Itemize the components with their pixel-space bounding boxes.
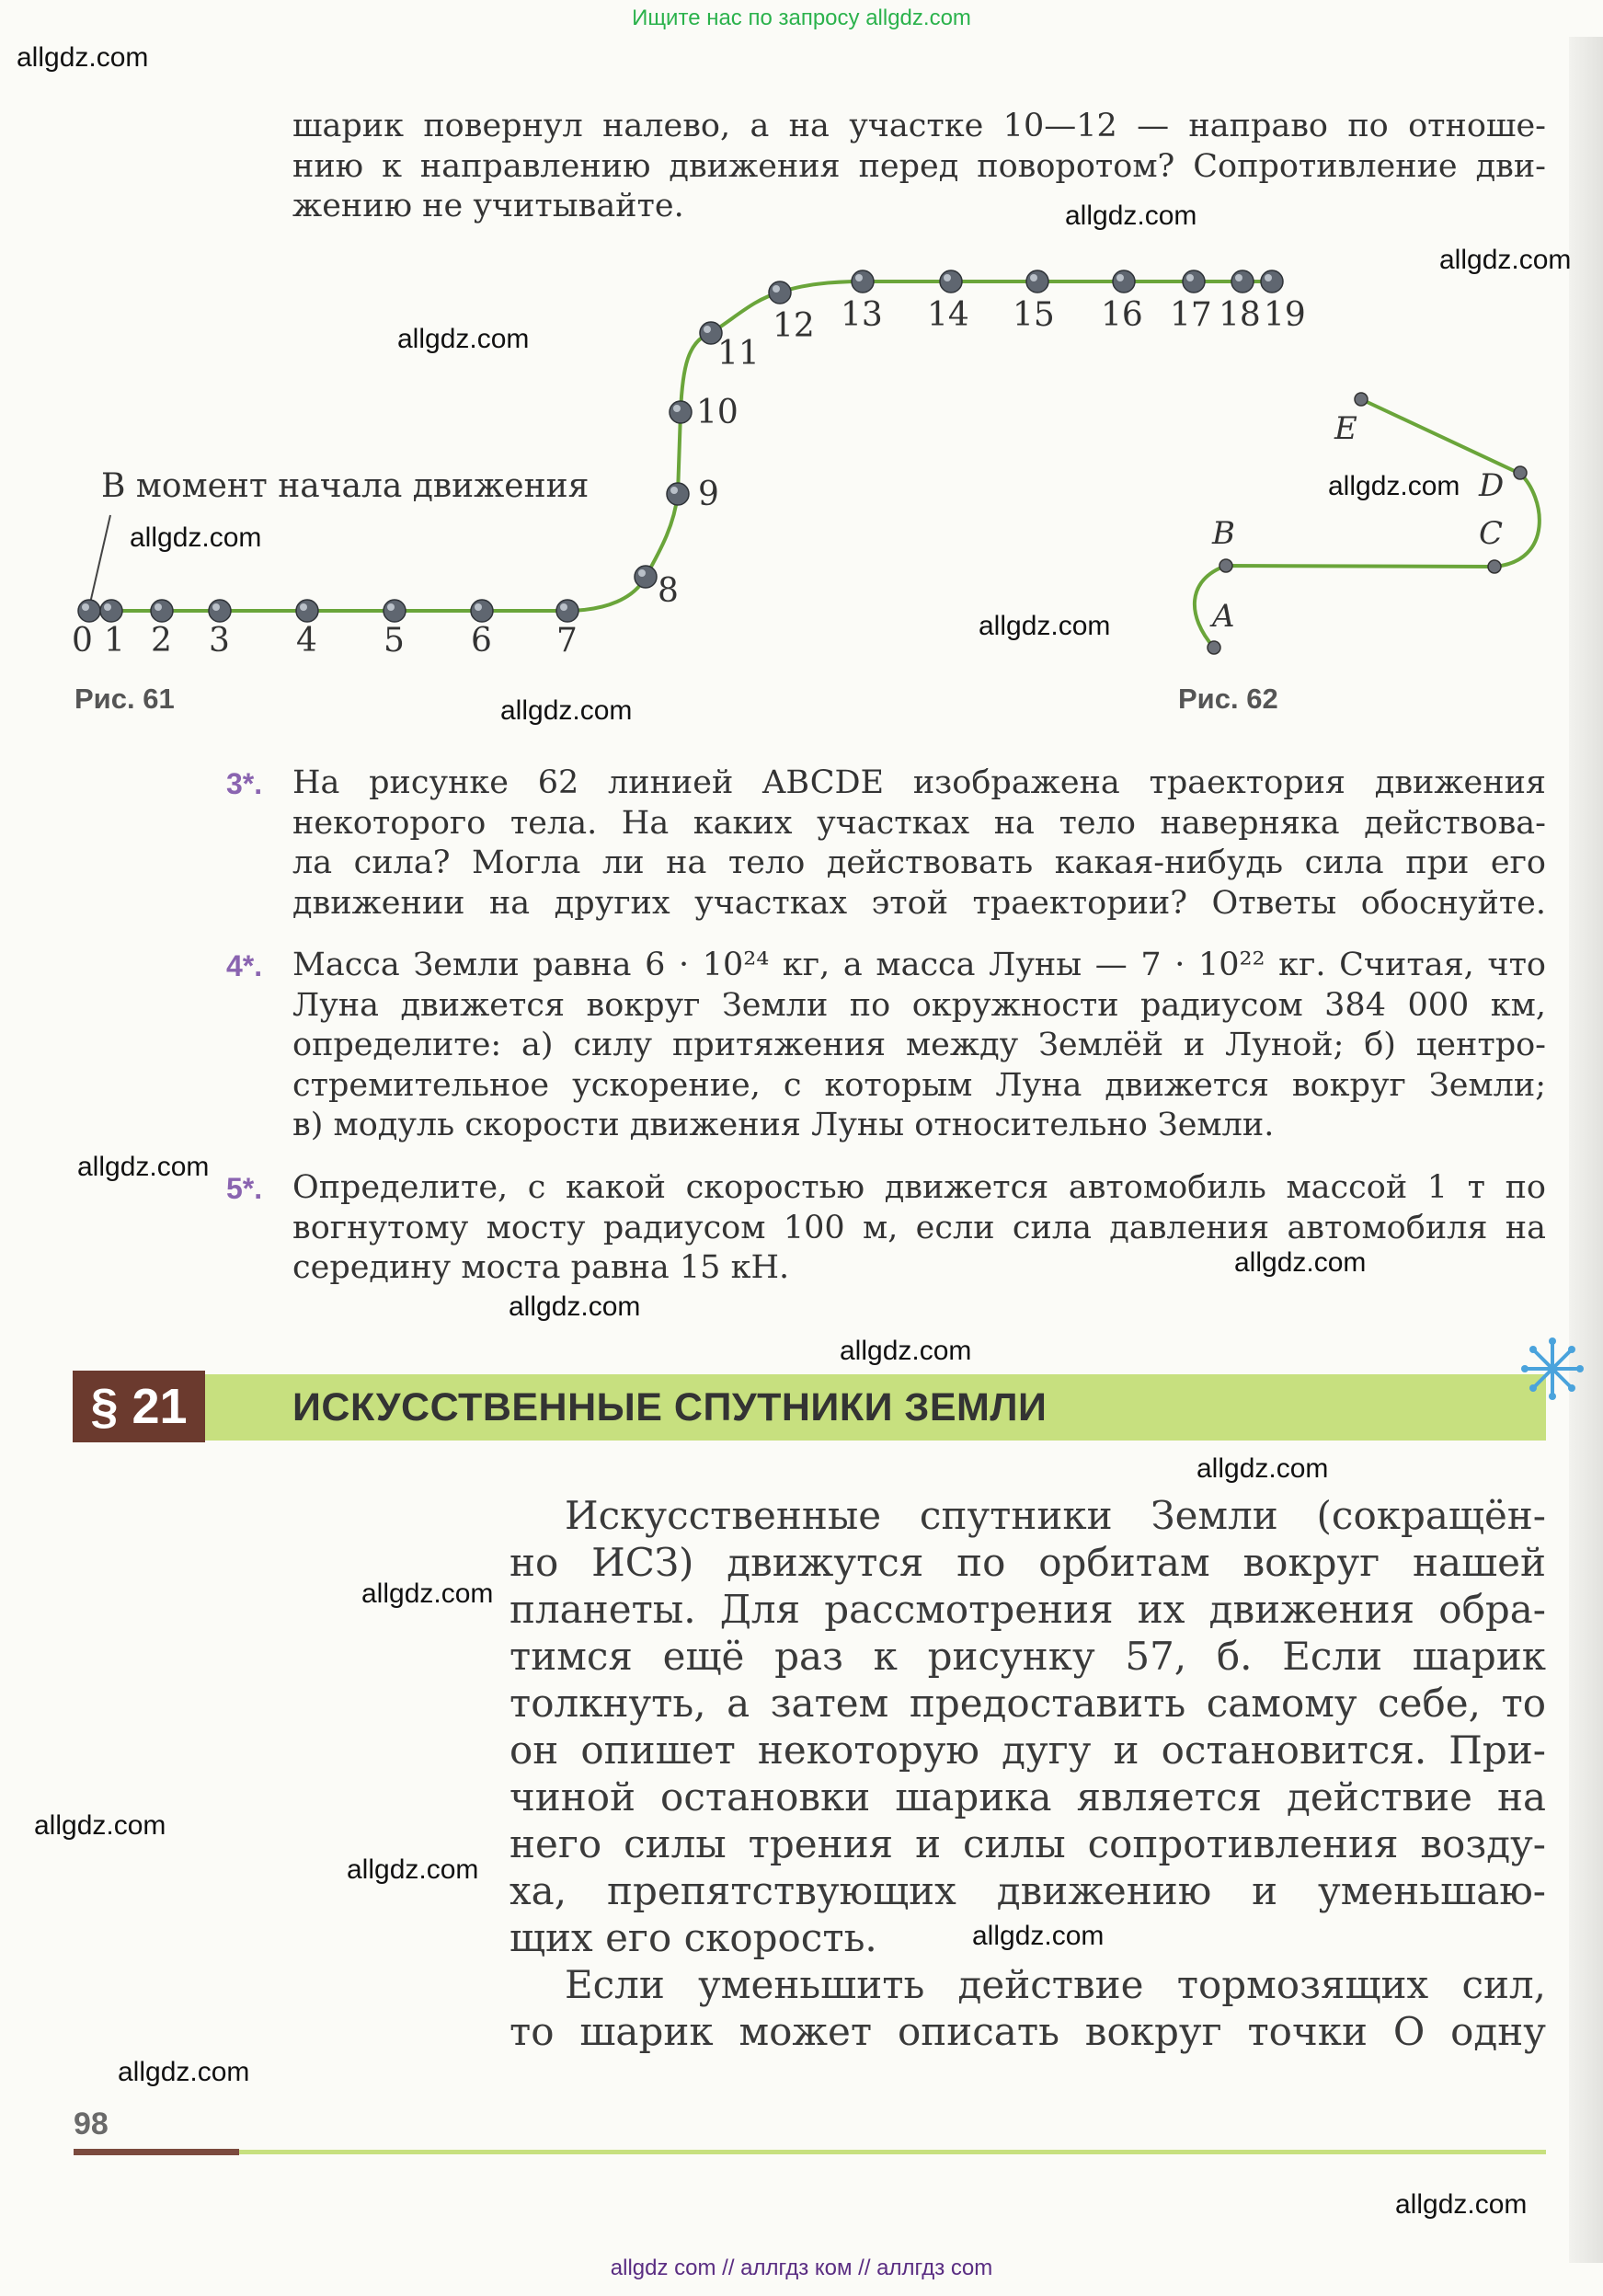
watermark: allgdz.com	[1197, 1453, 1329, 1484]
fig62-point-a	[1208, 641, 1220, 654]
watermark: allgdz.com	[1234, 1247, 1367, 1278]
fig61-point-label: 7	[556, 622, 578, 660]
fig62-point-d	[1514, 466, 1527, 479]
section-title: ИСКУССТВЕННЫЕ СПУТНИКИ ЗЕМЛИ	[292, 1385, 1048, 1429]
body-line: Если уменьшить действие тормозящих сил,	[565, 1962, 1546, 2007]
fig62-caption: Рис. 62	[1178, 683, 1278, 715]
fig61-ball-highlight	[212, 603, 220, 611]
section-number: § 21	[90, 1379, 188, 1434]
fig61-caption: Рис. 61	[74, 683, 175, 715]
fig62-label-c: C	[1479, 515, 1504, 552]
fig61-ball-highlight	[855, 274, 863, 281]
watermark: allgdz.com	[509, 1292, 641, 1322]
body-line: него силы трения и силы сопротивления возду-	[510, 1821, 1546, 1866]
footer-bar-dark	[74, 2149, 239, 2155]
body-line: он опишет некоторую дугу и остановится. При-	[510, 1728, 1546, 1773]
body-text	[510, 1492, 1546, 2055]
fig61-ball-3	[209, 600, 231, 622]
fig61-point-label: 5	[384, 622, 405, 660]
problem-4-text	[292, 946, 1546, 1146]
snowflake-icon	[1519, 1336, 1586, 1402]
fig61-ball-highlight	[1235, 274, 1242, 281]
fig61-point-label: 10	[696, 394, 739, 431]
fig62-label-a: A	[1212, 598, 1235, 635]
fig61-point-label: 19	[1264, 296, 1306, 334]
fig61-ball-17	[1183, 270, 1205, 293]
fig61-point-label: 2	[151, 622, 172, 660]
footer-bar-green	[239, 2150, 1546, 2154]
intro-line: шарик повернул налево, а на участке 10—12 — направо по отноше-	[292, 108, 1546, 144]
fig62-point-e	[1355, 393, 1368, 406]
fig61-point-label: 1	[104, 622, 125, 660]
fig61-point-label: 13	[841, 296, 883, 334]
fig61-ball-highlight	[1265, 274, 1272, 281]
watermark: allgdz.com	[397, 324, 530, 354]
problem-number: 3*.	[226, 767, 263, 800]
problem-line: На рисунке 62 линией ABCDE изображена траектория движения	[292, 764, 1546, 801]
fig61-point-label: 4	[296, 622, 317, 660]
problem-line: Определите, с какой скоростью движется автомобиль массой 1 т по	[292, 1169, 1546, 1206]
watermark: allgdz.com	[840, 1336, 972, 1366]
body-line: ха, препятствующих движению и уменьшаю-	[510, 1868, 1546, 1913]
fig62-point-c	[1488, 560, 1501, 573]
watermark: allgdz.com	[1439, 245, 1572, 275]
watermark: allgdz.com	[361, 1578, 494, 1609]
fig61-point-label: 6	[471, 622, 492, 660]
fig61-point-label: 17	[1170, 296, 1212, 334]
problem-number: 5*.	[226, 1172, 263, 1205]
fig61-ball-9	[667, 483, 689, 505]
fig61-ball-highlight	[704, 326, 711, 333]
fig61-ball-highlight	[1186, 274, 1194, 281]
fig61-ball-12	[769, 281, 791, 304]
fig62-label-e: E	[1334, 410, 1357, 447]
fig61-ball-highlight	[300, 603, 307, 611]
fig61-ball-highlight	[1116, 274, 1124, 281]
fig61-ball-10	[670, 401, 692, 423]
fig61-ball-highlight	[475, 603, 482, 611]
problem-line: в) модуль скорости движения Луны относительно Земли.	[292, 1107, 1275, 1143]
fig61-point-label: 15	[1013, 296, 1055, 334]
watermark: allgdz.com	[347, 1854, 479, 1885]
fig61-ball-highlight	[82, 603, 89, 611]
fig61-ball-6	[471, 600, 493, 622]
top-banner[interactable]: Ищите нас по запросу allgdz.com	[632, 6, 971, 30]
intro-line: жению не учитывайте.	[292, 188, 684, 224]
fig61-ball-highlight	[155, 603, 162, 611]
fig61-ball-19	[1261, 270, 1283, 293]
fig61-point-label: 9	[698, 476, 719, 513]
body-line: толкнуть, а затем предоставить самому себе, то	[510, 1681, 1546, 1726]
fig61-ball-0	[78, 600, 100, 622]
fig61-leader-line	[89, 515, 110, 607]
fig61-ball-4	[296, 600, 318, 622]
problem-line: определите: а) силу притяжения между Землёй и Луной; б) центро-	[292, 1027, 1546, 1063]
fig61-point-label: 0	[72, 622, 93, 660]
problem-3-text	[292, 763, 1546, 924]
watermark: allgdz.com	[1328, 471, 1460, 501]
watermark: allgdz.com	[17, 42, 149, 73]
fig61-ball-highlight	[638, 569, 646, 577]
fig61-point-label: 12	[773, 307, 815, 345]
watermark: allgdz.com	[500, 695, 633, 726]
watermark: allgdz.com	[118, 2057, 250, 2087]
fig61-ball-highlight	[944, 274, 951, 281]
fig62-point-b	[1219, 559, 1232, 572]
body-line: тимся ещё раз к рисунку 57, б. Если шарик	[510, 1634, 1546, 1679]
intro-line: нию к направлению движения перед поворотом? Сопротивление дви-	[292, 147, 1546, 185]
fig61-ball-16	[1113, 270, 1135, 293]
fig61-ball-highlight	[670, 487, 678, 494]
fig61-ball-highlight	[560, 603, 567, 611]
watermark: allgdz.com	[972, 1921, 1105, 1951]
fig61-ball-highlight	[773, 285, 780, 293]
body-line: Искусственные спутники Земли (сокращён-	[565, 1493, 1546, 1538]
watermark: allgdz.com	[1395, 2189, 1528, 2220]
fig61-point-label: 3	[209, 622, 230, 660]
watermark: allgdz.com	[34, 1810, 166, 1841]
problem-line: Луна движется вокруг Земли по окружности радиусом 384 000 км,	[292, 986, 1546, 1024]
fig61-point-label: 16	[1101, 296, 1143, 334]
body-line: щих его скорость.	[510, 1915, 877, 1960]
fig61-trajectory	[89, 281, 1272, 611]
problem-line: стремительное ускорение, с которым Луна движется вокруг Земли;	[292, 1066, 1546, 1104]
watermark: allgdz.com	[130, 522, 262, 553]
fig61-ball-1	[100, 600, 122, 622]
fig61-ball-5	[384, 600, 406, 622]
fig61-point-label: 8	[658, 572, 679, 610]
fig62-label-d: D	[1479, 467, 1505, 504]
fig61-ball-14	[940, 270, 962, 293]
fig61-ball-2	[151, 600, 173, 622]
fig61-ball-8	[635, 566, 657, 588]
problem-line: середину моста равна 15 кН.	[292, 1249, 790, 1286]
fig61-ball-highlight	[1030, 274, 1037, 281]
fig61-point-label: 11	[717, 335, 760, 373]
body-line: планеты. Для рассмотрения их движения обра-	[510, 1587, 1546, 1632]
fig61-ball-highlight	[387, 603, 395, 611]
fig61-ball-highlight	[104, 603, 111, 611]
problem-number: 4*.	[226, 949, 263, 982]
fig61-start-label: В момент начала движения	[101, 467, 590, 505]
problem-line: вогнутому мосту радиусом 100 м, если сила давления автомобиля на	[292, 1209, 1546, 1246]
problem-line: Масса Земли равна 6 · 10²⁴ кг, а масса Луны — 7 · 10²² кг. Считая, что	[292, 947, 1546, 983]
problem-line: движении на других участках этой траектории? Ответы обоснуйте.	[292, 884, 1546, 922]
problem-line: некоторого тела. На каких участках на тело наверняка действова-	[292, 804, 1546, 842]
fig61-ball-highlight	[673, 405, 681, 412]
fig61-ball-13	[852, 270, 874, 293]
body-line: чиной остановки шарика является действие на	[510, 1774, 1546, 1820]
fig61-point-label: 14	[927, 296, 969, 334]
watermark: allgdz.com	[77, 1152, 210, 1182]
fig62-label-b: B	[1212, 515, 1235, 552]
watermark: allgdz.com	[1065, 201, 1197, 231]
fig61-ball-7	[556, 600, 578, 622]
page-number: 98	[74, 2107, 109, 2141]
problem-line: ла сила? Могла ли на тело действовать какая-нибудь сила при его	[292, 844, 1546, 881]
fig61-ball-18	[1231, 270, 1254, 293]
fig61-point-label: 18	[1219, 296, 1261, 334]
body-line: то шарик может описать вокруг точки O одну	[510, 2009, 1546, 2054]
watermark: allgdz.com	[979, 611, 1111, 641]
body-line: но ИСЗ) движутся по орбитам вокруг нашей	[510, 1540, 1546, 1585]
fig61-ball-15	[1026, 270, 1048, 293]
bottom-banner[interactable]: allgdz com // аллгдз ком // аллгдз com	[610, 2256, 993, 2280]
